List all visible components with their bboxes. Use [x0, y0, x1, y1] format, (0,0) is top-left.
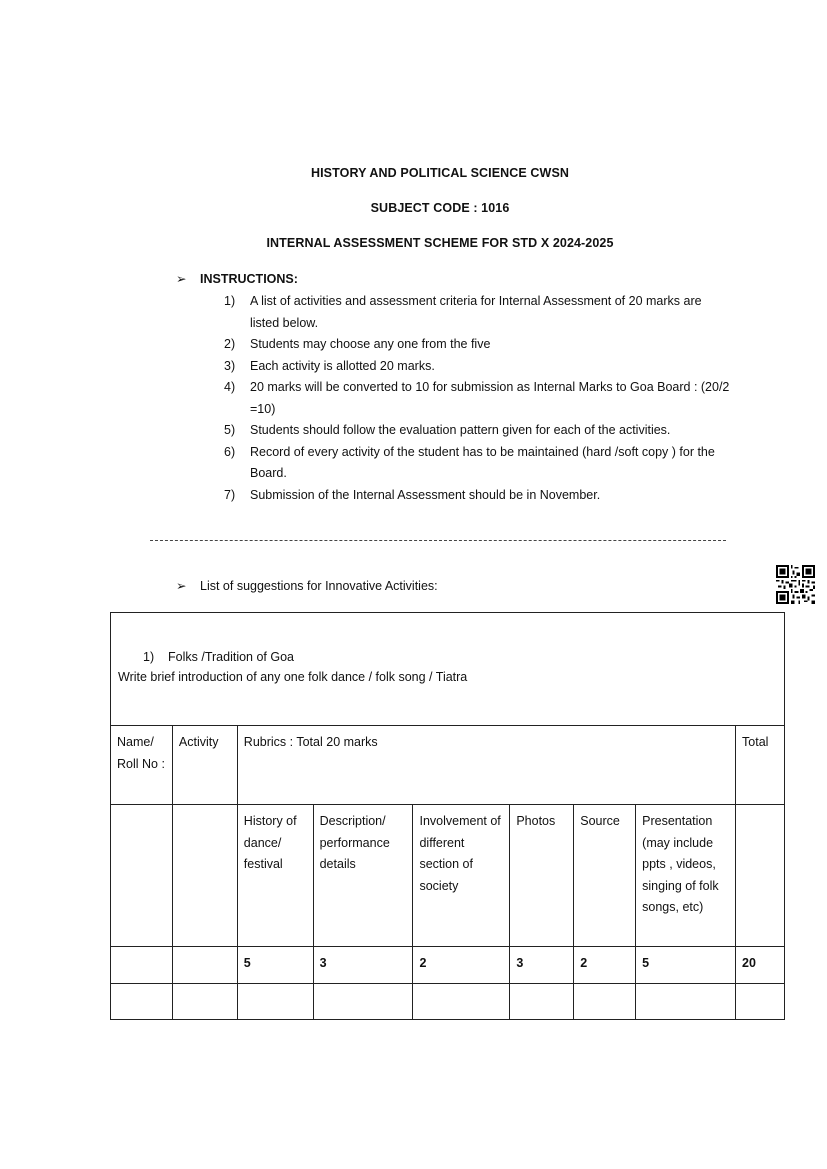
list-item	[224, 356, 734, 378]
criterion-cell: Description/ performance details	[313, 805, 413, 947]
marks-cell: 2	[574, 947, 636, 984]
criterion-cell: History of dance/ festival	[237, 805, 313, 947]
instructions-list	[224, 291, 734, 506]
marks-cell: 5	[237, 947, 313, 984]
table-cell	[510, 984, 574, 1020]
item-number: 2)	[224, 337, 236, 351]
activity-intro-cell	[111, 613, 785, 726]
list-item	[224, 485, 734, 507]
list-item	[224, 442, 734, 485]
table-cell	[636, 984, 736, 1020]
header-total: Total	[736, 726, 785, 805]
table-cell	[313, 984, 413, 1020]
activity-title	[143, 647, 294, 669]
list-item	[224, 377, 734, 420]
header-name-roll: Name/ Roll No :	[111, 726, 173, 805]
table-cell	[736, 984, 785, 1020]
table-cell	[413, 984, 510, 1020]
list-item	[224, 291, 734, 334]
list-item	[224, 334, 734, 356]
total-marks-cell: 20	[736, 947, 785, 984]
table-cell	[574, 984, 636, 1020]
criterion-cell: Photos	[510, 805, 574, 947]
item-text: Submission of the Internal Assessment should be in November.	[250, 487, 601, 502]
suggestions-heading	[176, 578, 438, 593]
item-text: A list of activities and assessment criteria for Internal Assessment of 20 marks are listed below.	[250, 294, 702, 330]
item-number: 1)	[224, 294, 236, 308]
table-cell	[172, 984, 237, 1020]
item-text: 20 marks will be converted to 10 for submission as Internal Marks to Goa Board : (20/2 =10)	[250, 380, 730, 416]
document-title: HISTORY AND POLITICAL SCIENCE CWSN	[310, 166, 570, 180]
activity-title-text: Folks /Tradition of Goa	[168, 650, 295, 664]
table-cell	[736, 805, 785, 947]
table-cell	[172, 805, 237, 947]
subject-code: SUBJECT CODE : 1016	[370, 201, 510, 215]
table-cell	[111, 947, 173, 984]
arrow-bullet-icon: ➢	[176, 272, 187, 286]
header-activity: Activity	[172, 726, 237, 805]
item-text: Students may choose any one from the five	[250, 337, 491, 351]
criterion-cell: Presentation (may include ppts , videos, singing of folk songs, etc)	[636, 805, 736, 947]
marks-cell: 3	[313, 947, 413, 984]
qr-code-icon	[776, 565, 815, 604]
item-number: 6)	[224, 444, 236, 459]
dashed-divider	[150, 540, 726, 541]
list-item	[224, 420, 734, 442]
item-text: Record of every activity of the student has to be maintained (hard /soft copy ) for the Board.	[250, 444, 715, 480]
criterion-cell: Involvement of different section of society	[413, 805, 510, 947]
table-cell	[111, 984, 173, 1020]
table-cell	[172, 947, 237, 984]
criterion-cell: Source	[574, 805, 636, 947]
item-number: 4)	[224, 380, 236, 394]
instructions-heading-text: INSTRUCTIONS:	[200, 272, 298, 286]
marks-cell: 2	[413, 947, 510, 984]
activity-number: 1)	[143, 650, 155, 664]
arrow-bullet-icon: ➢	[176, 579, 187, 593]
table-cell	[111, 805, 173, 947]
activity-rubric-table	[110, 612, 785, 1020]
item-number: 5)	[224, 423, 236, 437]
marks-cell: 5	[636, 947, 736, 984]
suggestions-heading-text: List of suggestions for Innovative Activities:	[200, 579, 438, 593]
instructions-heading	[176, 271, 298, 286]
activity-description: Write brief introduction of any one folk dance / folk song / Tiatra	[118, 670, 468, 684]
item-number: 3)	[224, 358, 236, 373]
header-rubrics: Rubrics : Total 20 marks	[237, 726, 735, 805]
marks-cell: 3	[510, 947, 574, 984]
item-text: Students should follow the evaluation pattern given for each of the activities.	[250, 423, 671, 437]
assessment-scheme-title: INTERNAL ASSESSMENT SCHEME FOR STD X 2024-2025	[266, 236, 614, 250]
table-cell	[237, 984, 313, 1020]
item-number: 7)	[224, 487, 236, 502]
item-text: Each activity is allotted 20 marks.	[250, 358, 435, 373]
